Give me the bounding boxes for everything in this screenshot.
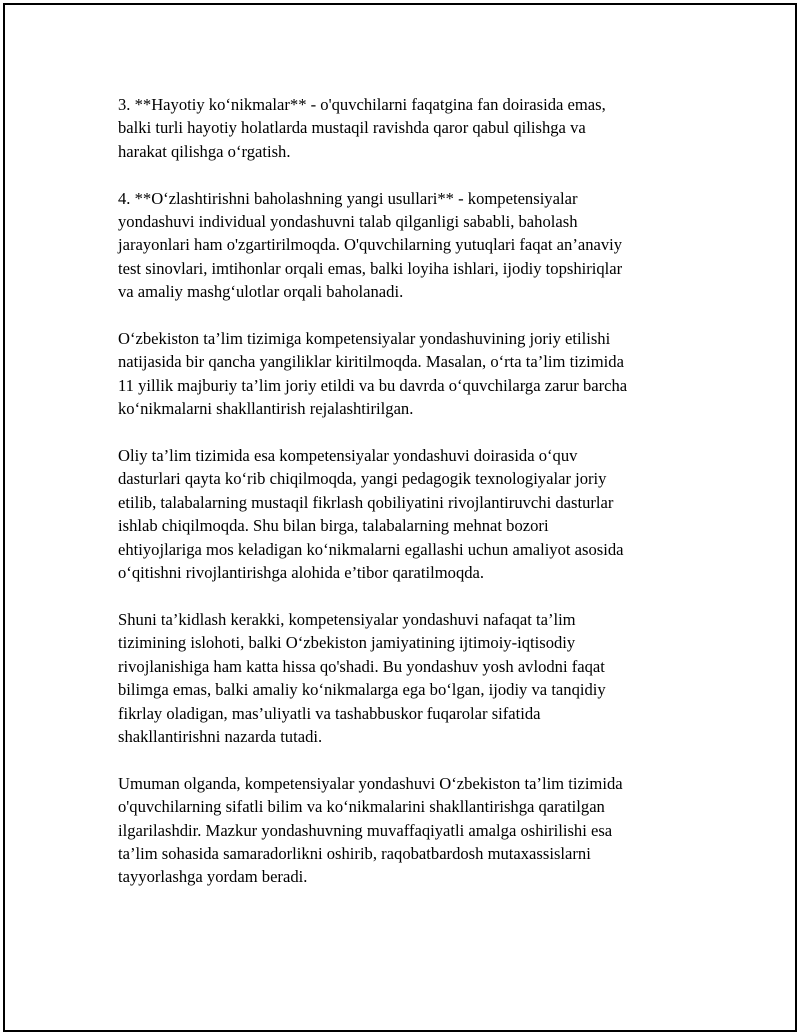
paragraph-new-assessment-methods: 4. **O‘zlashtirishni baholashning yangi usullari** - kompetensiyalar yondashuvi individual yondashuvni talab qilganligi sababli, baholash jarayonlari ham o'zgartirilmoqda. O'quvchilarning yutuqlari faqat an’anaviy test sinovlari, imtihonlar orqali emas, balki loyiha ishlari, ijodiy topshiriqlar va amaliy mashg‘ulotlar orqali baholanadi. xyxy=(118,188,623,302)
paragraph-life-skills: 3. **Hayotiy ko‘nikmalar** - o'quvchilarni faqatgina fan doirasida emas, balki turli hayotiy holatlarda mustaqil ravishda qaror qabul qilishga va harakat qilishga o‘rgatish. xyxy=(118,95,606,161)
paragraph-conclusion: Umuman olganda, kompetensiyalar yondashuvi O‘zbekiston ta’lim tizimida o'quvchilarning sifatli bilim va ko‘nikmalarini shakllantirishga qaratilgan ilgarilashdir. Mazkur yondashuvning muvaffaqiyatli amalga oshirilishi esa ta’lim sohasida samaradorlikni oshirib, raqobatbardosh mutaxassislarni tayyorlashga yordam beradi. xyxy=(118,773,623,887)
document-body xyxy=(118,93,688,912)
paragraph-higher-education: Oliy ta’lim tizimida esa kompetensiyalar yondashuvi doirasida o‘quv dasturlari qayta ko‘rib chiqilmoqda, yangi pedagogik texnologiyalar joriy etilib, talabalarning mustaqil fikrlash qobiliyatini rivojlantiruvchi dasturlar ishlab chiqilmoqda. Shu bilan birga, talabalarning mehnat bozori ehtiyojlariga mos keladigan ko‘nikmalarni egallashi uchun amaliyot asosida o‘qitishni rivojlantirishga alohida e’tibor qaratilmoqda. xyxy=(118,446,624,583)
paragraph-uzbekistan-education-system: O‘zbekiston ta’lim tizimiga kompetensiyalar yondashuvining joriy etilishi natijasida bir qancha yangiliklar kiritilmoqda. Masalan, o‘rta ta’lim tizimida 11 yillik majburiy ta’lim joriy etildi va bu davrda o‘quvchilarga zarur barcha ko‘nikmalarni shakllantirish rejalashtirilgan. xyxy=(118,329,628,419)
paragraph-socio-economic-impact: Shuni ta’kidlash kerakki, kompetensiyalar yondashuvi nafaqat ta’lim tizimining islohoti, balki O‘zbekiston jamiyatining ijtimoiy-iqtisodiy rivojlanishiga ham katta hissa qo'shadi. Bu yondashuv yosh avlodni faqat bilimga emas, balki amaliy ko‘nikmalarga ega bo‘lgan, ijodiy va tanqidiy fikrlay oladigan, mas’uliyatli va tashabbuskor fuqarolar sifatida shakllantirishni nazarda tutadi. xyxy=(118,609,606,746)
